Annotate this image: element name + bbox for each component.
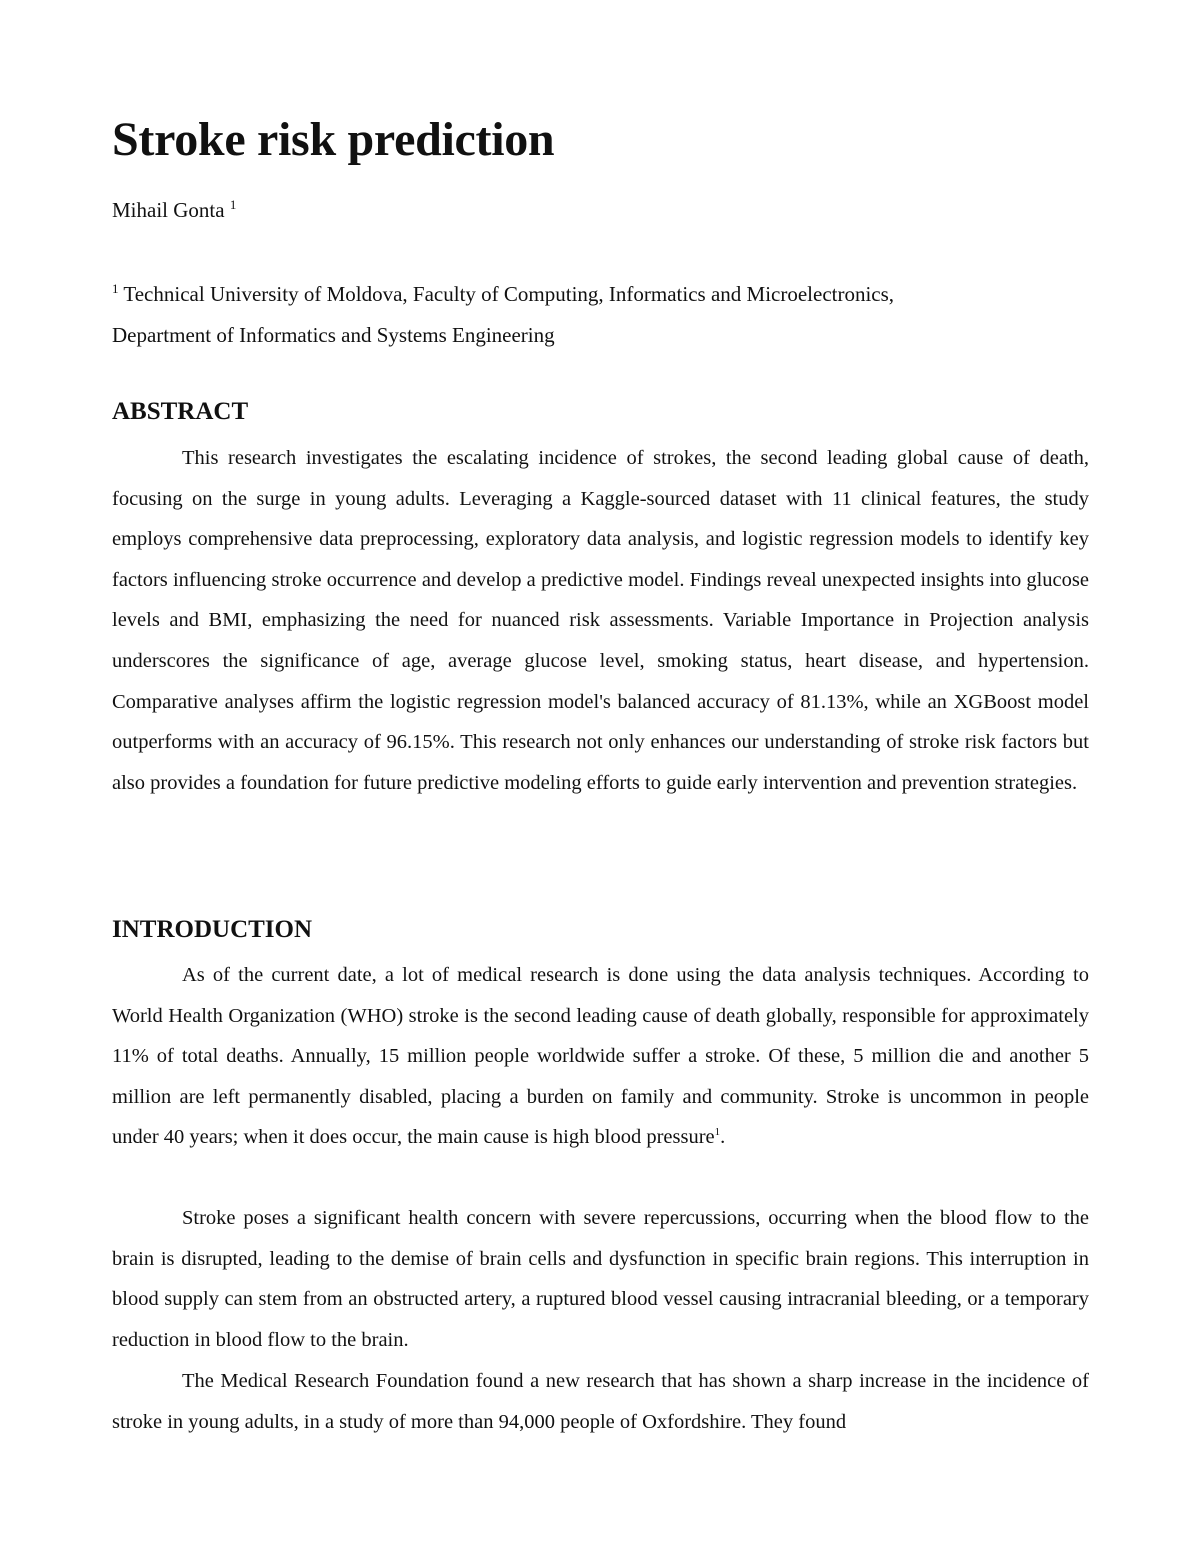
introduction-paragraph-1 (112, 955, 1089, 1158)
introduction-paragraph-2: Stroke poses a significant health concern with severe repercussions, occurring when the blood flow to the brain is disrupted, leading to the demise of brain cells and dysfunction in specific brain regions. This interruption in blood supply can stem from an obstructed artery, a ruptured blood vessel causing intracranial bleeding, or a temporary reduction in blood flow to the brain. (112, 1207, 1089, 1351)
affiliation-marker: 1 (112, 281, 119, 296)
paper-title: Stroke risk prediction (112, 113, 555, 166)
affiliation-line-2: Department of Informatics and Systems Engineering (112, 323, 555, 347)
author-affiliation-marker: 1 (229, 197, 237, 212)
abstract-paragraph: This research investigates the escalating incidence of strokes, the second leading global cause of death, focusing on the surge in young adults. Leveraging a Kaggle-sourced dataset with 11 clinical features, the study employs comprehensive data preprocessing, exploratory data analysis, and logistic regression models to identify key factors influencing stroke occurrence and develop a predictive model. Findings reveal unexpected insights into glucose levels and BMI, emphasizing the need for nuanced risk assessments. Variable Importance in Projection analysis underscores the significance of age, average glucose level, smoking status, heart disease, and hypertension. Comparative analyses affirm the logistic regression model's balanced accuracy of 81.13%, while an XGBoost model outperforms with an accuracy of 96.15%. This research not only enhances our understanding of stroke risk factors but also provides a foundation for future predictive modeling efforts to guide early intervention and prevention strategies. (112, 447, 1089, 794)
affiliation-institution: Technical University of Moldova, Faculty of Computing, Informatics and Microelectronics, (123, 282, 895, 306)
author-name: Mihail Gonta (112, 198, 225, 222)
introduction-paragraph-3: The Medical Research Foundation found a new research that has shown a sharp increase in the incidence of stroke in young adults, in a study of more than 94,000 people of Oxfordshire. They found (112, 1370, 1089, 1433)
abstract-heading: ABSTRACT (112, 398, 249, 425)
affiliation (112, 274, 1092, 356)
introduction-paragraph-1-end: . (720, 1126, 726, 1149)
footnote-marker: 1 (714, 1126, 721, 1139)
affiliation-line-1 (112, 274, 1092, 315)
introduction-heading: INTRODUCTION (112, 916, 313, 943)
author-line (112, 196, 236, 224)
introduction-paragraph-1-text: As of the current date, a lot of medical research is done using the data analysis techniques. According to World Health Organization (WHO) stroke is the second leading cause of death globally, responsible for approximately 11% of total deaths. Annually, 15 million people worldwide suffer a stroke. Of these, 5 million die and another 5 million are left permanently disabled, placing a burden on family and community. Stroke is uncommon in people under 40 years; when it does occur, the main cause is high blood pressure (112, 964, 1089, 1149)
